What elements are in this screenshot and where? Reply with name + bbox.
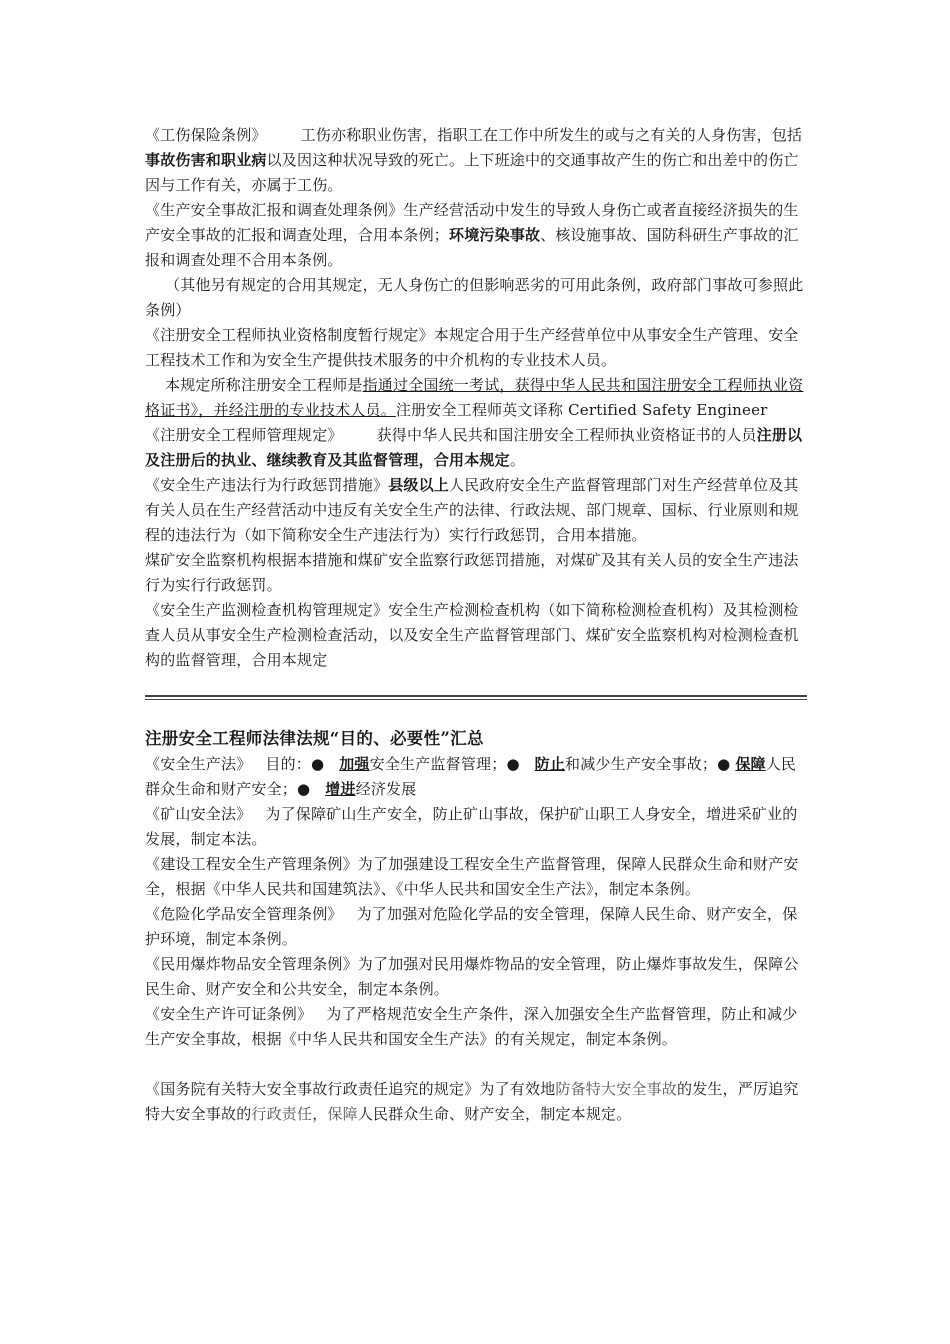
paragraph-license-regulation — [145, 1002, 807, 1052]
law-title: 《注册安全工程师管理规定》 — [145, 426, 343, 444]
text: 为了保障矿山生产安全，防止矿山事故，保护矿山职工人身安全，增进采矿业的发展，制定本法。 — [145, 805, 798, 848]
text: 本规定所称注册安全工程师是 — [165, 376, 363, 394]
section-heading: 注册安全工程师法律法规“目的、必要性”汇总 — [145, 729, 484, 748]
keyword: 增进 — [325, 780, 356, 798]
bold-text: 环境污染事故 — [449, 226, 541, 244]
text: 人民群众生命、财产安全，制定本规定。 — [357, 1105, 632, 1123]
paragraph-construction-regulation: 《建设工程安全生产管理条例》为了加强建设工程安全生产监督管理，保障人民群众生命和财产安全，根据《中华人民共和国建筑法》、《中华人民共和国安全生产法》，制定本条例。 — [145, 855, 799, 898]
paragraph-cert-definition — [145, 373, 807, 423]
paragraph-work-injury — [145, 123, 807, 198]
law-title: 《危险化学品安全管理条例》 — [145, 905, 343, 923]
text: 的发生，严厉追究特大安全事故的 — [145, 1080, 799, 1123]
paragraph-state-council-rule — [145, 1077, 807, 1127]
text: 获得中华人民共和国注册安全工程师执业资格证书的人员 — [376, 426, 757, 444]
document-page — [145, 123, 807, 1127]
keyword: 保障 — [735, 755, 766, 773]
paragraph-accident-report — [145, 198, 807, 273]
text: 《国务院有关特大安全事故行政责任追究的规定》为了有效地 — [145, 1080, 556, 1098]
double-divider — [145, 695, 807, 700]
keyword: 加强 — [339, 755, 370, 773]
text: 和减少生产安全事故； — [565, 755, 718, 773]
text: 为了严格规范安全生产条件，深入加强安全生产监督管理，防止和减少生产安全事故，根据《中华人民共和国安全生产法》的有关规定，制定本条例。 — [145, 1005, 798, 1048]
paragraph-mine-law — [145, 802, 807, 852]
paragraph-cert-system: 《注册安全工程师执业资格制度暂行规定》本规定合用于生产经营单位中从事安全生产管理、安全工程技术工作和为安全生产提供技术服务的中介机构的专业技术人员。 — [145, 326, 799, 369]
underlined-text: 指通过全国统一考试，获得中华人民共和国注册安全工程师执业资格证书》，并经注册的专业技术人员。 — [145, 376, 804, 419]
law-title: 《安全生产许可证条例》 — [145, 1005, 313, 1023]
bold-text: 注册以及注册后的执业、继续教育及其监督管理，合用本规定 — [145, 426, 803, 469]
law-title: 《工伤保险条例》 — [145, 126, 267, 144]
text: 《安全生产违法行为行政惩罚措施》 — [145, 476, 389, 494]
text: 经济发展 — [355, 780, 417, 798]
bullet-icon: ● — [311, 755, 325, 773]
text: 《生产安全事故汇报和调查处理条例》生产经营活动中发生的导致人身伤亡或者直接经济损失的生产安全事故的汇报和调查处理，合用本条例； — [145, 201, 799, 244]
text: 为了加强对危险化学品的安全管理，保障人民生命、财产安全，保护环境，制定本条例。 — [145, 905, 798, 948]
bullet-icon: ● — [717, 755, 731, 773]
paragraph-penalty-measures — [145, 473, 807, 548]
paragraph-note: （其他另有规定的合用其规定，无人身伤亡的但影响恶劣的可用此条例，政府部门事故可参照此条例） — [145, 276, 804, 319]
text: 。 — [509, 451, 526, 469]
label: 目的： — [265, 755, 312, 773]
paragraph-chemicals-regulation — [145, 902, 807, 952]
text: ， — [312, 1105, 328, 1123]
text: 安全生产监督管理； — [369, 755, 507, 773]
gray-text: 行政责任 — [251, 1105, 313, 1123]
paragraph-coal-mine: 煤矿安全监察机构根据本措施和煤矿安全监察行政惩罚措施，对煤矿及其有关人员的安全生产违法行为实行行政惩罚。 — [145, 551, 799, 594]
gray-text: 保障 — [327, 1105, 358, 1123]
paragraph-engineer-management — [145, 423, 807, 473]
law-title: 《矿山安全法》 — [145, 805, 252, 823]
bullet-icon: ● — [506, 755, 520, 773]
keyword: 防止 — [534, 755, 566, 773]
paragraph-explosives-regulation: 《民用爆炸物品安全管理条例》为了加强对民用爆炸物品的安全管理，防止爆炸事故发生，保障公民生命、财产安全和公共安全，制定本条例。 — [145, 955, 799, 998]
text: 、核设施事故、国防科研生产事故的汇报和调查处理不合用本条例。 — [145, 226, 799, 269]
bold-text: 事故伤害和职业病 — [145, 151, 267, 169]
bullet-icon: ● — [297, 780, 311, 798]
bold-text: 县级以上 — [388, 476, 450, 494]
text: 人民群众生命和财产安全； — [145, 755, 797, 798]
text: 人民政府安全生产监督管理部门对生产经营单位及其有关人员在生产经营活动中违反有关安全生产的法律、行政法规、部门规章、国标、行业原则和规程的违法行为（如下简称安全生产违法行为）实行行政惩罚，合用本措施。 — [145, 476, 799, 544]
paragraph-safety-law — [145, 752, 807, 802]
text: 工伤亦称职业伤害，指职工在工作中所发生的或与之有关的人身伤害，包括 — [300, 126, 803, 144]
law-title: 《安全生产法》 — [145, 755, 252, 773]
text: 以及因这种状况导致的死亡。上下班途中的交通事故产生的伤亡和出差中的伤亡因与工作有关，亦属于工伤。 — [145, 151, 799, 194]
gray-text: 防备特大安全事故 — [555, 1080, 678, 1098]
paragraph-inspection-agency: 《安全生产监测检查机构管理规定》安全生产检测检查机构（如下简称检测检查机构）及其检测检查人员从事安全生产检测检查活动，以及安全生产监督管理部门、煤矿安全监察机构对检测检查机构的监督管理，合用本规定 — [145, 601, 799, 669]
text: 注册安全工程师英文译称 Certified Safety Engineer — [395, 401, 768, 419]
